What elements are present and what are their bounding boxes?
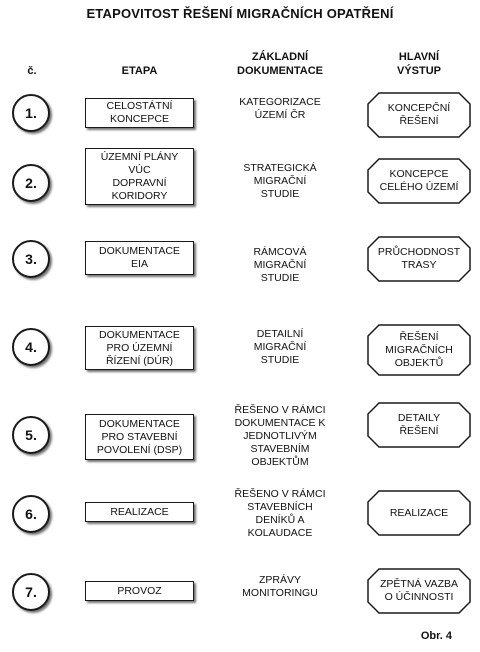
stage-number: 3. [12, 240, 50, 278]
stage-box: ÚZEMNÍ PLÁNY VÚC DOPRAVNÍ KORIDORY [85, 148, 194, 205]
header-dokumentace: ZÁKLADNÍ DOKUMENTACE [237, 51, 323, 77]
stage-box: REALIZACE [85, 502, 194, 522]
stage-number: 6. [12, 495, 50, 533]
stage-output: PRŮCHODNOST TRASY [367, 236, 471, 282]
stage-documentation: KATEGORIZACE ÚZEMÍ ČR [239, 96, 321, 121]
stage-number: 7. [12, 573, 50, 611]
stage-output: ZPĚTNÁ VAZBA O ÚČINNOSTI [367, 568, 471, 614]
stage-documentation: RÁMCOVÁ MIGRAČNÍ STUDIE [253, 246, 307, 284]
stage-documentation: ŘEŠENO V RÁMCI DOKUMENTACE K JEDNOTLIVÝM STAVEBNÍM OBJEKTŮM [234, 404, 326, 468]
stage-number: 1. [12, 94, 50, 132]
stage-box: DOKUMENTACE PRO ÚZEMNÍ ŘÍZENÍ (DÚR) [85, 326, 194, 370]
stage-documentation: STRATEGICKÁ MIGRAČNÍ STUDIE [243, 162, 317, 200]
header-etapa: ETAPA [121, 65, 158, 77]
stage-output: REALIZACE [367, 490, 471, 536]
stage-documentation: ZPRÁVY MONITORINGU [242, 574, 318, 599]
stage-number: 4. [12, 328, 50, 366]
stage-box: DOKUMENTACE EIA [85, 241, 194, 275]
stage-number: 2. [12, 164, 50, 202]
stage-documentation: ŘEŠENO V RÁMCI STAVEBNÍCH DENÍKŮ A KOLAUDACE [234, 488, 326, 539]
stage-output: KONCEPČNÍ ŘEŠENÍ [367, 92, 471, 138]
stage-number: 5. [12, 416, 50, 454]
stage-output: DETAILY ŘEŠENÍ [367, 402, 471, 448]
diagram-title: ETAPOVITOST ŘEŠENÍ MIGRAČNÍCH OPATŘENÍ [86, 6, 394, 21]
figure-label: Obr. 4 [420, 630, 452, 642]
header-vystup: HLAVNÍ VÝSTUP [396, 51, 441, 77]
header-cislo: č. [27, 65, 37, 77]
stage-box: PROVOZ [85, 581, 194, 601]
stage-output: KONCEPCE CELÉHO ÚZEMÍ [367, 158, 471, 204]
stage-box: DOKUMENTACE PRO STAVEBNÍ POVOLENÍ (DSP) [85, 414, 194, 460]
stage-output: ŘEŠENÍ MIGRAČNÍCH OBJEKTŮ [367, 324, 471, 376]
stage-documentation: DETAILNÍ MIGRAČNÍ STUDIE [253, 328, 307, 366]
stage-box: CELOSTÁTNÍ KONCEPCE [85, 98, 194, 128]
